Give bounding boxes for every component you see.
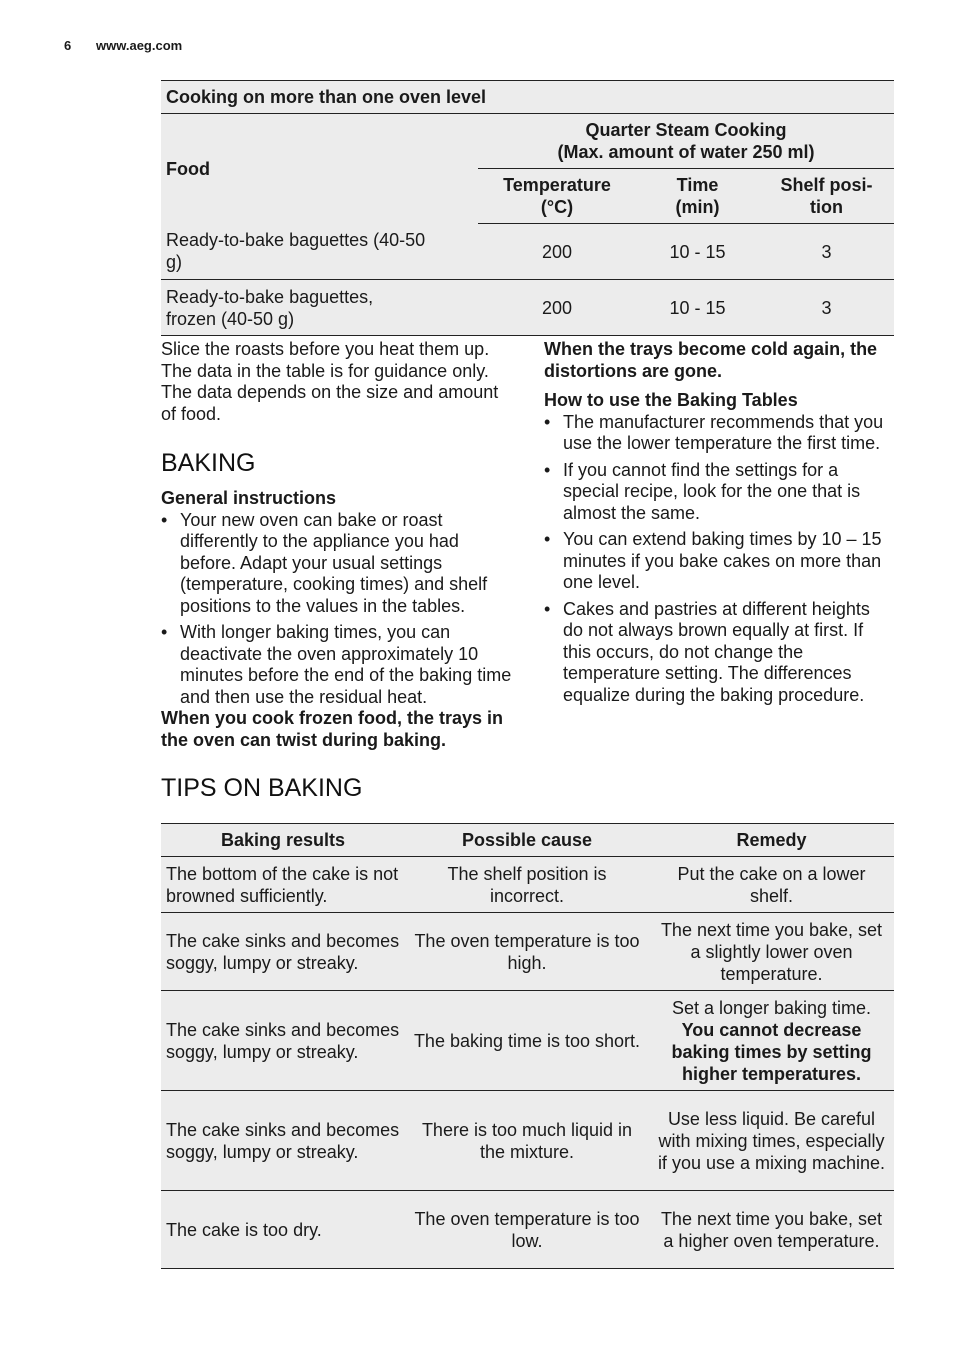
result-cell: The cake sinks and becomes soggy, lumpy or streaky. xyxy=(161,1091,405,1191)
food-header: Food xyxy=(161,114,478,224)
table-row xyxy=(161,857,894,913)
time-cell: 10 - 15 xyxy=(636,224,759,280)
remedy-cell: Use less liquid. Be careful with mixing times, especially if you use a mixing machine. xyxy=(649,1091,894,1191)
list-item: • Cakes and pastries at different heights do not always brown equally at first. If this occurs, do not change the temperature setting. The differences equalize during the baking procedure. xyxy=(544,599,894,707)
temperature-cell: 200 xyxy=(478,224,636,280)
tips-title: TIPS ON BAKING xyxy=(161,774,363,802)
table-row xyxy=(161,224,894,280)
site-url: www.aeg.com xyxy=(96,38,183,53)
result-cell: The cake sinks and becomes soggy, lumpy or streaky. xyxy=(161,991,405,1091)
baking-title: BAKING xyxy=(161,449,256,477)
table-row xyxy=(161,991,894,1091)
remedy-cell: Set a longer baking time. You cannot decrease baking times by setting higher temperatures. xyxy=(649,991,894,1091)
cause-cell: The shelf position is incorrect. xyxy=(405,857,649,913)
remedy-note: You cannot decrease baking times by setting higher temperatures. xyxy=(671,1019,872,1084)
table-row xyxy=(161,1191,894,1269)
frozen-warning: When you cook frozen food, the trays in the oven can twist during baking. xyxy=(161,708,504,750)
howto-list xyxy=(544,412,894,707)
list-item: • The manufacturer recommends that you use the lower temperature the first time. xyxy=(544,412,894,455)
remedy-cell: Put the cake on a lower shelf. xyxy=(649,857,894,913)
shelf-cell: 3 xyxy=(759,280,894,336)
general-instructions-title: General instructions xyxy=(161,488,337,508)
list-item: • You can extend baking times by 10 – 15 minutes if you bake cakes on more than one level. xyxy=(544,529,894,594)
results-header: Baking results xyxy=(161,824,405,857)
general-instructions-list xyxy=(161,510,515,709)
remedy-header: Remedy xyxy=(649,824,894,857)
page-header xyxy=(64,38,182,53)
cold-warning: When the trays become cold again, the distortions are gone. xyxy=(544,339,878,381)
list-item: • With longer baking times, you can deactivate the oven approximately 10 minutes before the end of the baking time and then use the residual heat. xyxy=(161,622,515,708)
steam-group-header: Quarter Steam Cooking (Max. amount of water 250 ml) xyxy=(478,114,894,169)
food-cell: Ready-to-bake baguettes, frozen (40-50 g) xyxy=(161,280,478,336)
list-item: • If you cannot find the settings for a special recipe, look for the one that is almost the same. xyxy=(544,460,894,525)
howto-title: How to use the Baking Tables xyxy=(544,390,798,410)
shelf-header: Shelf posi- tion xyxy=(759,169,894,224)
remedy-cell: The next time you bake, set a slightly lower oven temperature. xyxy=(649,913,894,991)
cause-cell: The baking time is too short. xyxy=(405,991,649,1091)
page-number: 6 xyxy=(64,38,72,53)
table-row xyxy=(161,280,894,336)
tips-table xyxy=(161,823,894,1269)
food-cell: Ready-to-bake baguettes (40-50 g) xyxy=(161,224,478,280)
table-row xyxy=(161,913,894,991)
cause-cell: The oven temperature is too high. xyxy=(405,913,649,991)
shelf-cell: 3 xyxy=(759,224,894,280)
table-row xyxy=(161,1091,894,1191)
remedy-cell: The next time you bake, set a higher oven temperature. xyxy=(649,1191,894,1269)
time-header: Time (min) xyxy=(636,169,759,224)
temperature-header: Temperature (°C) xyxy=(478,169,636,224)
time-cell: 10 - 15 xyxy=(636,280,759,336)
cause-cell: The oven temperature is too low. xyxy=(405,1191,649,1269)
result-cell: The bottom of the cake is not browned sufficiently. xyxy=(161,857,405,913)
table-caption: Cooking on more than one oven level xyxy=(161,81,894,114)
oven-level-table xyxy=(161,80,894,336)
intro-text: Slice the roasts before you heat them up. The data in the table is for guidance only. The data depends on the size and amount of food. xyxy=(161,339,499,424)
left-column xyxy=(161,339,515,803)
cause-cell: There is too much liquid in the mixture. xyxy=(405,1091,649,1191)
cause-header: Possible cause xyxy=(405,824,649,857)
result-cell: The cake sinks and becomes soggy, lumpy or streaky. xyxy=(161,913,405,991)
result-cell: The cake is too dry. xyxy=(161,1191,405,1269)
right-column xyxy=(544,339,894,711)
list-item: • Your new oven can bake or roast differently to the appliance you had before. Adapt your usual settings (temperature, cooking times) and shelf positions to the values in the tables. xyxy=(161,510,515,618)
temperature-cell: 200 xyxy=(478,280,636,336)
